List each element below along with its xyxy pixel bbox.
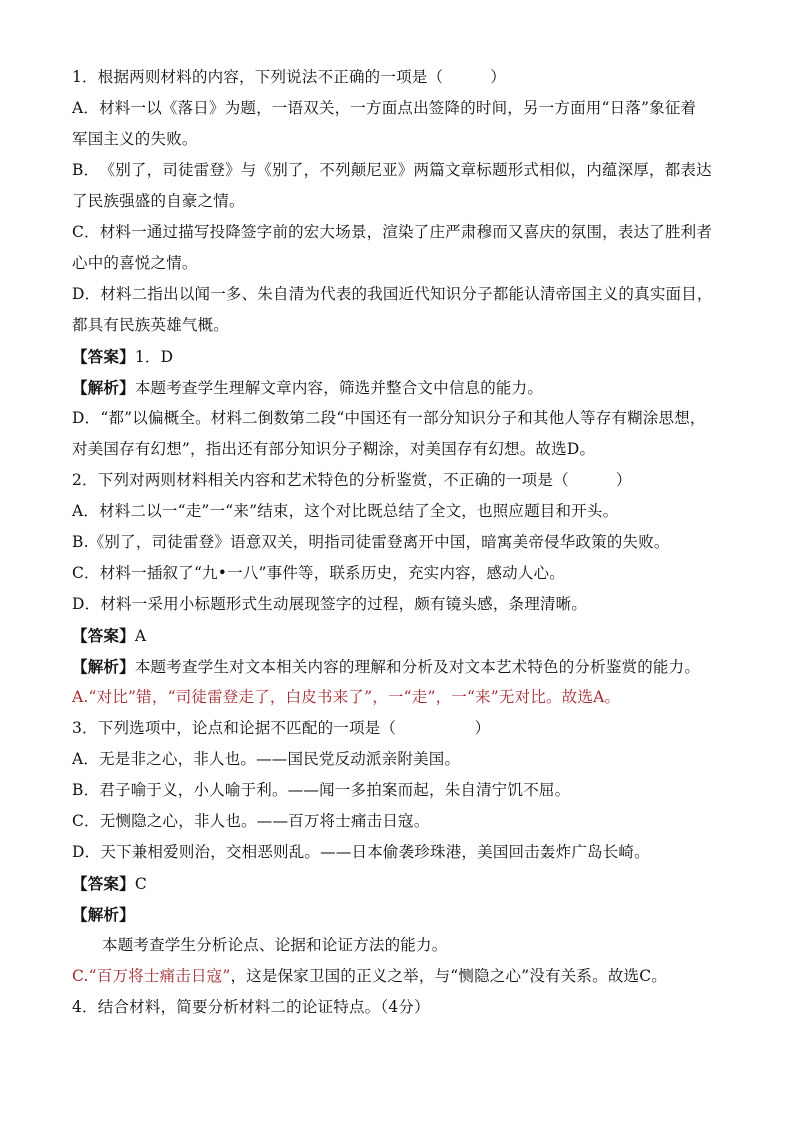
q2-detail: A.“对比”错，“司徒雷登走了，白皮书来了”，一“走”，一“来”无对比。故选A。 <box>72 688 621 706</box>
answer-tag: 【答案】 <box>72 347 135 366</box>
analysis-tag: 【解析】 <box>72 657 135 676</box>
q3-option-c: C．无恻隐之心，非人也。——百万将士痛击日寇。 <box>72 812 430 830</box>
q3-option-d: D．天下兼相爱则治，交相恶则乱。——日本偷袭珍珠港，美国回击轰炸广岛长崎。 <box>72 843 650 861</box>
q1-option-c-line2: 心中的喜悦之情。 <box>72 254 198 272</box>
q1-option-a-line2: 军国主义的失败。 <box>72 130 198 148</box>
q1-detail-line2: 对美国存有幻想”，指出还有部分知识分子糊涂，对美国存有幻想。故选D。 <box>72 440 596 458</box>
answer-value: 1．D <box>134 348 174 366</box>
document-page <box>72 62 732 1023</box>
q2-option-b: B.《别了，司徒雷登》语意双关，明指司徒雷登离开中国，暗寓美帝侵华政策的失败。 <box>72 533 670 551</box>
q1-option-d-line1: D．材料二指出以闻一多、朱自清为代表的我国近代知识分子都能认清帝国主义的真实面目， <box>72 285 713 303</box>
q3-option-b: B．君子喻于义，小人喻于利。——闻一多拍案而起，朱自清宁饥不屈。 <box>72 781 571 799</box>
analysis-text: 本题考查学生理解文章内容，筛选并整合文中信息的能力。 <box>134 379 544 397</box>
q1-option-b-line2: 了民族强盛的自豪之情。 <box>72 192 245 210</box>
q1-answer <box>72 341 732 372</box>
q3-stem: 3．下列选项中，论点和论据不匹配的一项是（ ） <box>72 719 491 737</box>
q2-option-a: A．材料二以一“走”一“来”结束，这个对比既总结了全文，也照应题目和开头。 <box>72 502 619 520</box>
q1-option-c-line1: C．材料一通过描写投降签字前的宏大场景，渲染了庄严肃穆而又喜庆的氛围，表达了胜利者 <box>72 223 713 241</box>
q1-analysis <box>72 372 732 403</box>
q1-option-a-line1: A．材料一以《落日》为题，一语双关，一方面点出签降的时间，另一方面用“日落”象征着 <box>72 99 697 117</box>
q3-option-a: A．无是非之心，非人也。——国民党反动派亲附美国。 <box>72 750 461 768</box>
q2-stem: 2．下列对两则材料相关内容和艺术特色的分析鉴赏，不正确的一项是（ ） <box>72 471 632 489</box>
analysis-tag: 【解析】 <box>72 378 135 397</box>
q3-detail <box>72 961 732 992</box>
answer-tag: 【答案】 <box>72 626 135 645</box>
analysis-tag: 【解析】 <box>72 905 135 924</box>
answer-tag: 【答案】 <box>72 874 135 893</box>
q3-detail-rest: ，这是保家卫国的正义之举，与“恻隐之心”没有关系。故选C。 <box>230 967 667 985</box>
q1-detail-line1: D．“都”以偏概全。材料二倒数第二段“中国还有一部分知识分子和其他人等存有糊涂思想， <box>72 409 706 427</box>
q2-option-d: D．材料一采用小标题形式生动展现签字的过程，颇有镜头感，条理清晰。 <box>72 595 588 613</box>
q4-stem: 4．结合材料，简要分析材料二的论证特点。（4分） <box>72 998 430 1016</box>
answer-value: C <box>134 875 147 893</box>
q3-detail-highlight: C.“百万将士痛击日寇” <box>72 967 231 985</box>
q2-option-c: C．材料一插叙了“九•一八”事件等，联系历史，充实内容，感动人心。 <box>72 564 565 582</box>
q3-answer <box>72 868 732 899</box>
q2-answer <box>72 620 732 651</box>
answer-value: A <box>134 627 147 645</box>
q1-option-b-line1: B． 《别了，司徒雷登》与《别了，不列颠尼亚》两篇文章标题形式相似，内蕴深厚，都表达 <box>72 161 712 179</box>
q1-option-d-line2: 都具有民族英雄气概。 <box>72 316 230 334</box>
q3-analysis-tag <box>72 899 732 930</box>
analysis-text: 本题考查学生对文本相关内容的理解和分析及对文本艺术特色的分析鉴赏的能力。 <box>134 658 701 676</box>
q3-analysis-text: 本题考查学生分析论点、论据和论证方法的能力。 <box>102 936 448 954</box>
q1-stem: 1．根据两则材料的内容，下列说法不正确的一项是（ ） <box>72 68 506 86</box>
q2-analysis <box>72 651 732 682</box>
